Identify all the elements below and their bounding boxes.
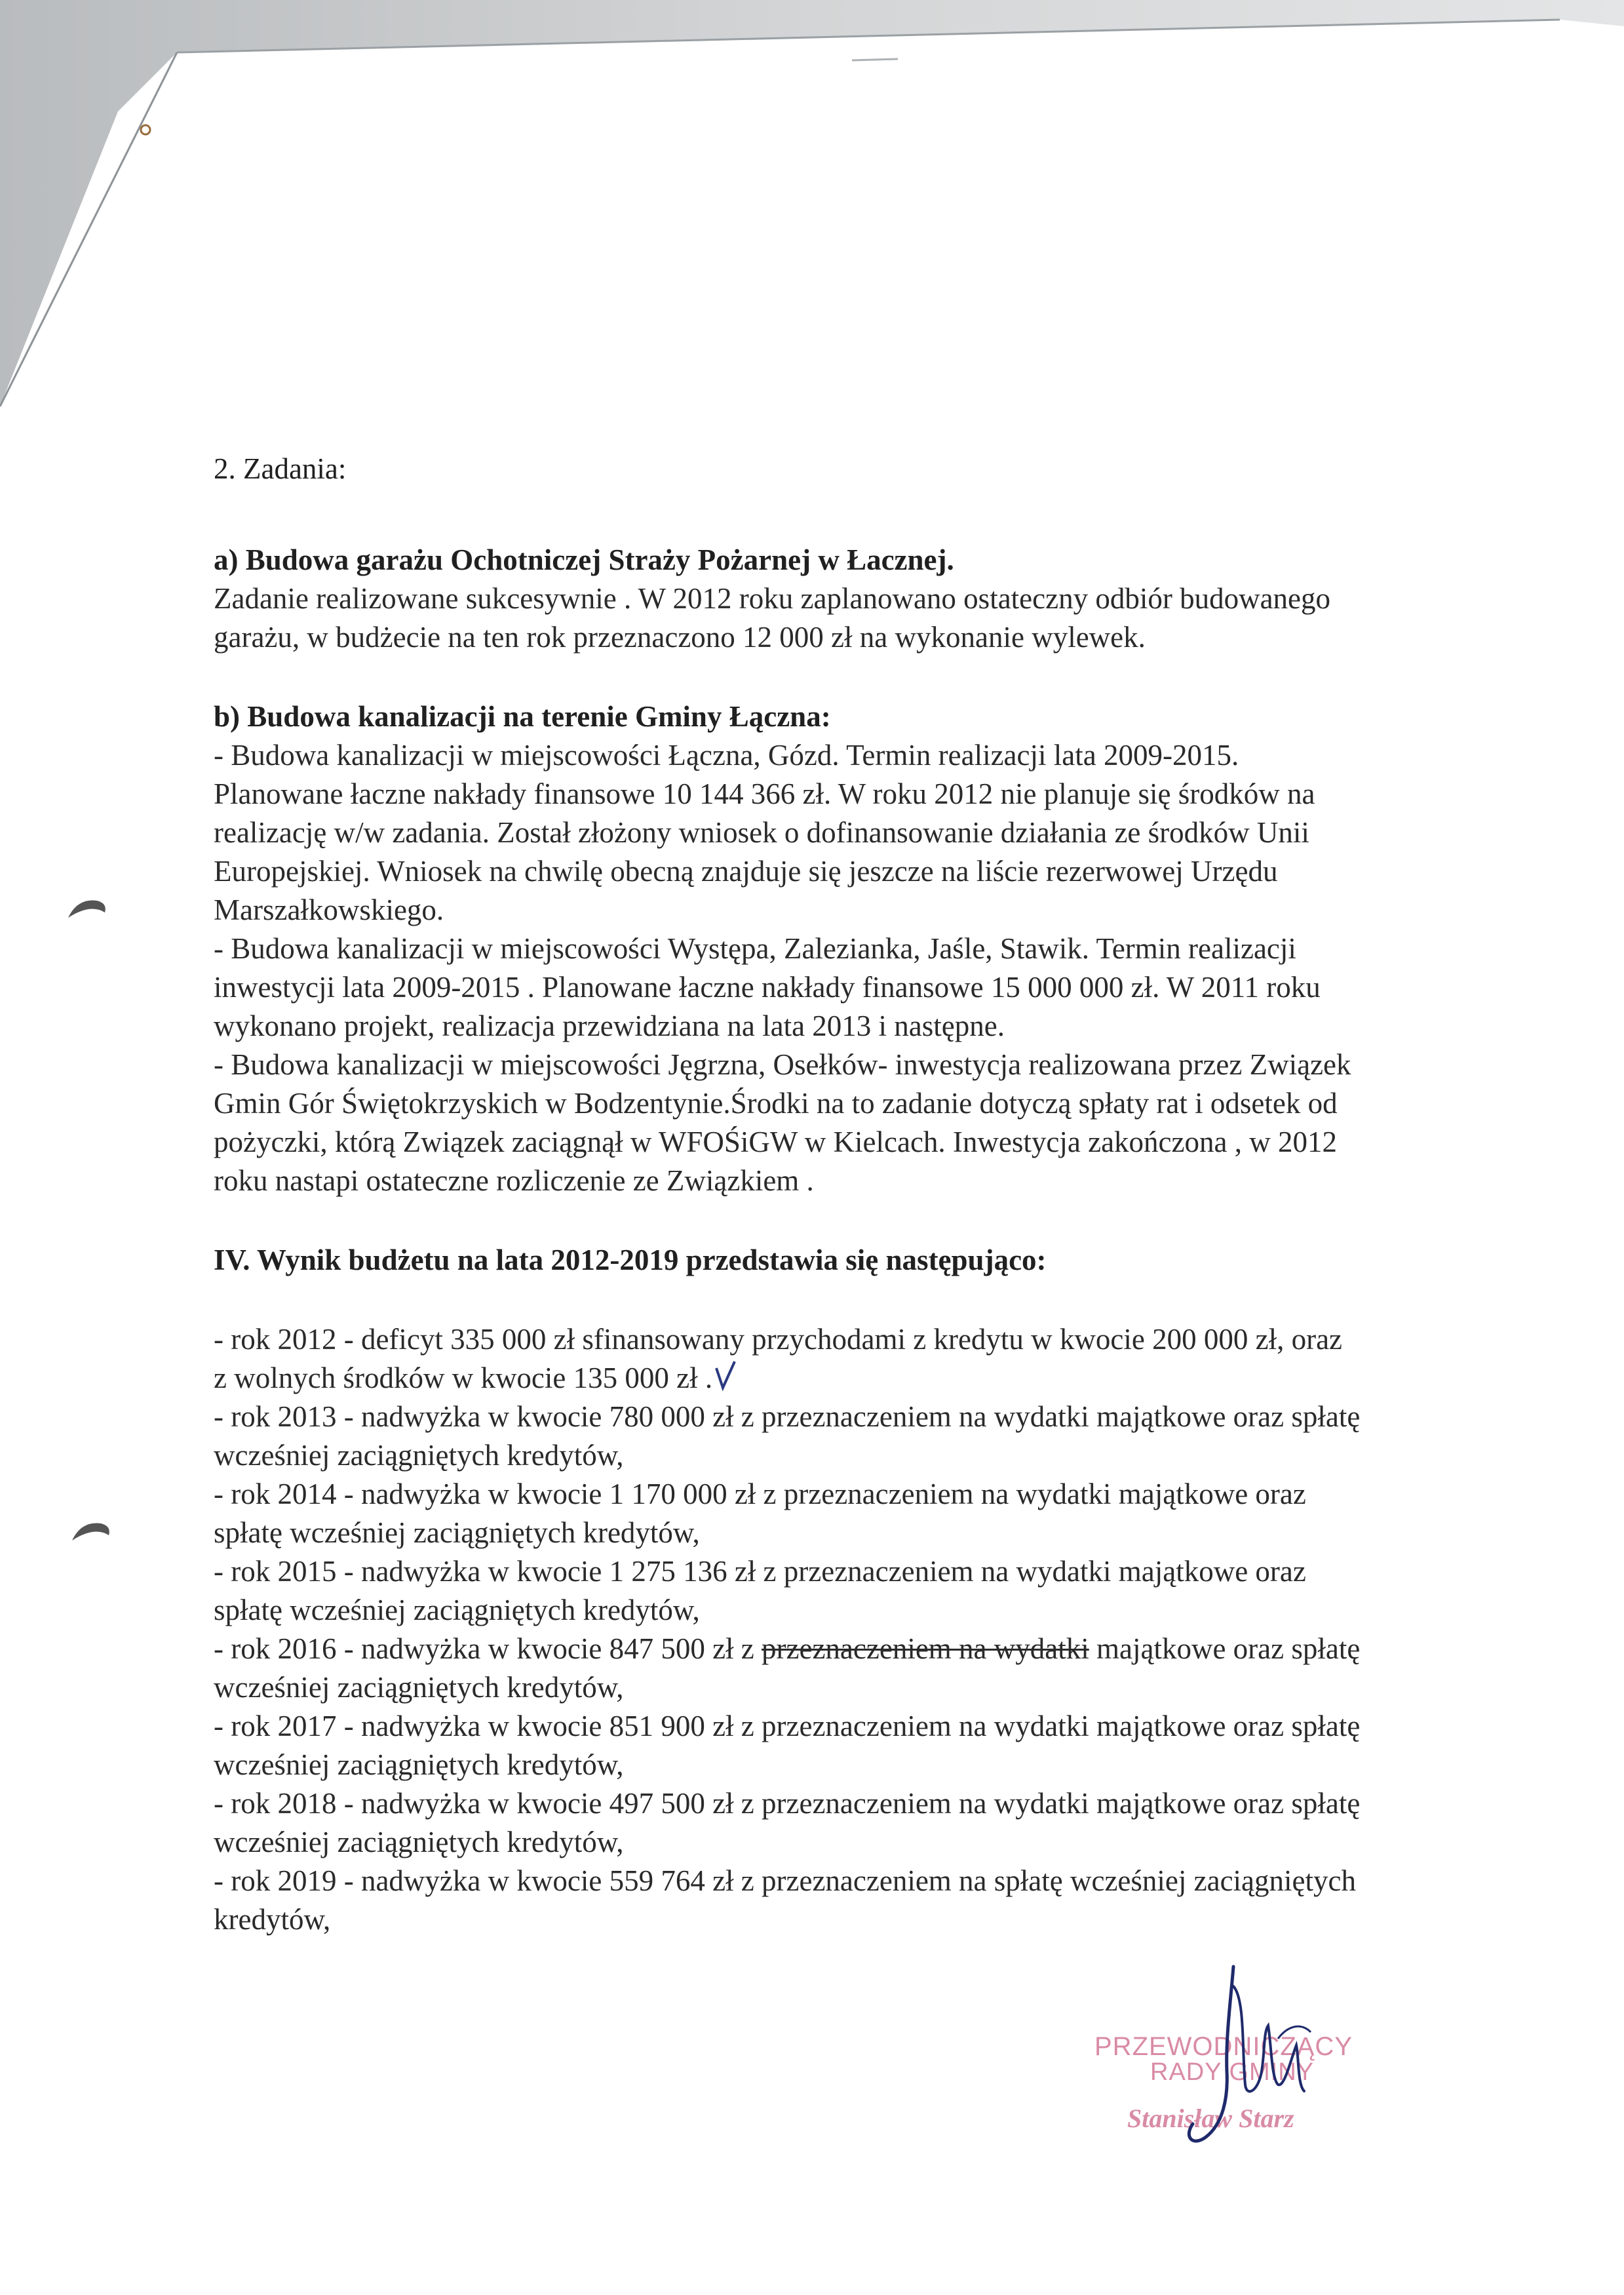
paragraph-line: inwestycji lata 2009-2015 . Planowane łaczne nakłady finansowe 15 000 000 zł. W 2011 roku: [214, 971, 1321, 1004]
budget-line: spłatę wcześniej zaciągniętych kredytów,: [214, 1594, 700, 1626]
budget-line: wcześniej zaciągniętych kredytów,: [214, 1671, 624, 1704]
budget-line: kredytów,: [214, 1903, 331, 1936]
budget-line: spłatę wcześniej zaciągniętych kredytów,: [214, 1516, 700, 1549]
budget-line: - rok 2014 - nadwyżka w kwocie 1 170 000 zł z przeznaczeniem na wydatki majątkowe oraz: [214, 1478, 1306, 1510]
task-a-heading: a) Budowa garażu Ochotniczej Straży Pożarnej w Łacznej.: [214, 543, 954, 576]
budget-line: wcześniej zaciągniętych kredytów,: [214, 1439, 624, 1472]
budget-line-text: - rok 2016 - nadwyżka w kwocie 847 500 zł z: [214, 1632, 762, 1665]
handwritten-signature: [1180, 1960, 1376, 2157]
budget-line: wcześniej zaciągniętych kredytów,: [214, 1748, 624, 1781]
document-body: [214, 450, 1492, 1939]
budget-line: - rok 2015 - nadwyżka w kwocie 1 275 136 zł z przeznaczeniem na wydatki majątkowe oraz: [214, 1555, 1306, 1588]
paragraph-line: pożyczki, którą Związek zaciągnął w WFOŚiGW w Kielcach. Inwestycja zakończona , w 2012: [214, 1126, 1337, 1158]
budget-line: - rok 2013 - nadwyżka w kwocie 780 000 zł z przeznaczeniem na wydatki majątkowe oraz spłatę: [214, 1400, 1361, 1433]
budget-line: - rok 2018 - nadwyżka w kwocie 497 500 zł z przeznaczeniem na wydatki majątkowe oraz spłatę: [214, 1787, 1361, 1820]
paragraph-line: - Budowa kanalizacji w miejscowości Występa, Zalezianka, Jaśle, Stawik. Termin realizacji: [214, 932, 1296, 965]
paragraph-line: - Budowa kanalizacji w miejscowości Łączna, Gózd. Termin realizacji lata 2009-2015.: [214, 739, 1239, 772]
paragraph-line: Gmin Gór Świętokrzyskich w Bodzentynie.Środki na to zadanie dotyczą spłaty rat i odsetek od: [214, 1087, 1338, 1120]
section-heading: 2. Zadania:: [214, 452, 347, 485]
budget-line: - rok 2012 - deficyt 335 000 zł sfinansowany przychodami z kredytu w kwocie 200 000 zł, oraz: [214, 1323, 1343, 1356]
paragraph-line: Europejskiej. Wniosek na chwilę obecną znajduje się jeszcze na liście rezerwowej Urzędu: [214, 855, 1278, 888]
budget-line: wcześniej zaciągniętych kredytów,: [214, 1826, 624, 1858]
budget-line: - rok 2017 - nadwyżka w kwocie 851 900 zł z przeznaczeniem na wydatki majątkowe oraz spłatę: [214, 1710, 1361, 1742]
struck-text: przeznaczeniem na wydatki: [762, 1632, 1089, 1665]
budget-line: - rok 2019 - nadwyżka w kwocie 559 764 zł z przeznaczeniem na spłatę wcześniej zaciągniętych: [214, 1864, 1356, 1897]
budget-line-text: majątkowe oraz spłatę: [1089, 1632, 1361, 1665]
paragraph-line: realizację w/w zadania. Został złożony wniosek o dofinansowanie działania ze środków Unii: [214, 816, 1309, 849]
punch-hole-mark: [64, 897, 111, 920]
checkmark-icon: [712, 1359, 739, 1392]
stamp-name: Stanisław Starz: [1127, 2104, 1294, 2133]
paragraph-line: Zadanie realizowane sukcesywnie . W 2012 roku zaplanowano ostateczny odbiór budowanego: [214, 582, 1331, 615]
paragraph-line: Planowane łaczne nakłady finansowe 10 144 366 zł. W roku 2012 nie planuje się środków na: [214, 777, 1315, 810]
budget-line-text: z wolnych środków w kwocie 135 000 zł .: [214, 1362, 713, 1394]
paragraph-line: Marszałkowskiego.: [214, 893, 444, 926]
budget-line: [214, 1359, 1492, 1398]
budget-line: [214, 1630, 1492, 1668]
stamp-subtitle: RADY GMINY: [1150, 2058, 1315, 2086]
paragraph-line: garażu, w budżecie na ten rok przeznaczono 12 000 zł na wykonanie wylewek.: [214, 621, 1146, 654]
section-iv-heading: IV. Wynik budżetu na lata 2012-2019 przedstawia się następująco:: [214, 1244, 1047, 1276]
stamp-title: PRZEWODNICZĄCY: [1094, 2032, 1353, 2061]
paragraph-line: roku nastapi ostateczne rozliczenie ze Związkiem .: [214, 1164, 814, 1197]
task-b-heading: b) Budowa kanalizacji na terenie Gminy Łączna:: [214, 700, 831, 733]
paragraph-line: wykonano projekt, realizacja przewidziana na lata 2013 i następne.: [214, 1010, 1005, 1042]
paragraph-line: - Budowa kanalizacji w miejscowości Jęgrzna, Osełków- inwestycja realizowana przez Związek: [214, 1048, 1351, 1081]
punch-hole-mark: [68, 1520, 115, 1543]
